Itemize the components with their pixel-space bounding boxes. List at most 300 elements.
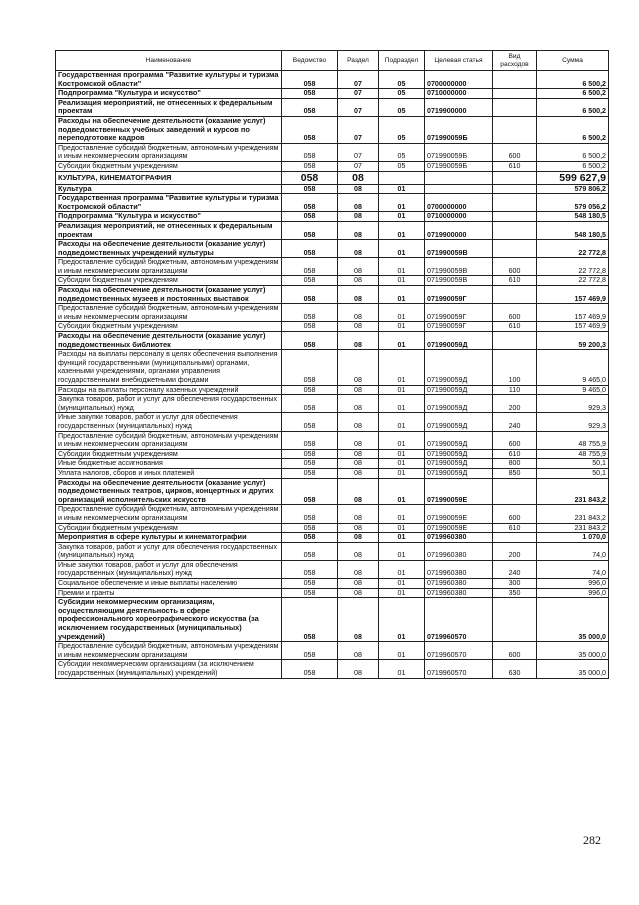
cell-statya: 071990059Д (425, 449, 493, 459)
cell-razdel: 08 (338, 286, 379, 304)
cell-summa: 6 500,2 (537, 71, 609, 89)
cell-statya: 0719960380 (425, 579, 493, 589)
cell-name: Субсидии некоммерческим организациям, осуществляющим деятельность в сфере профессионального хореографического искусства (за исключением государственных (муниципальных) учреждений) (56, 598, 282, 642)
cell-vedomstvo: 058 (282, 478, 338, 505)
cell-summa: 9 465,0 (537, 350, 609, 385)
cell-vid: 600 (493, 143, 537, 161)
table-header-row (56, 51, 609, 71)
table-row (56, 161, 609, 171)
cell-vedomstvo: 058 (282, 98, 338, 116)
cell-name: Мероприятия в сфере культуры и кинематографии (56, 533, 282, 543)
cell-vid: 300 (493, 579, 537, 589)
cell-razdel: 07 (338, 116, 379, 143)
cell-razdel: 08 (338, 468, 379, 478)
cell-vedomstvo: 058 (282, 304, 338, 322)
cell-vedomstvo: 058 (282, 598, 338, 642)
table-row (56, 322, 609, 332)
cell-summa: 996,0 (537, 588, 609, 598)
cell-vedomstvo: 058 (282, 184, 338, 194)
cell-vedomstvo: 058 (282, 533, 338, 543)
cell-vid: 610 (493, 322, 537, 332)
table-row (56, 221, 609, 239)
cell-razdel: 08 (338, 560, 379, 578)
cell-vedomstvo: 058 (282, 286, 338, 304)
cell-podrazdel: 01 (379, 478, 425, 505)
table-row (56, 332, 609, 350)
cell-razdel: 08 (338, 459, 379, 469)
header-razdel: Раздел (338, 51, 379, 71)
table-row (56, 143, 609, 161)
cell-name: Предоставление субсидий бюджетным, автономным учреждениям и иным некоммерческим организациям (56, 258, 282, 276)
cell-podrazdel: 01 (379, 413, 425, 431)
table-row (56, 560, 609, 578)
cell-statya: 0710000000 (425, 212, 493, 222)
cell-vedomstvo: 058 (282, 431, 338, 449)
cell-razdel: 08 (338, 350, 379, 385)
cell-summa: 231 843,2 (537, 505, 609, 523)
cell-summa: 6 500,2 (537, 98, 609, 116)
cell-statya: 071990059Д (425, 332, 493, 350)
cell-podrazdel: 01 (379, 385, 425, 395)
cell-vid: 600 (493, 431, 537, 449)
cell-vedomstvo: 058 (282, 542, 338, 560)
cell-vid (493, 116, 537, 143)
cell-summa: 579 806,2 (537, 184, 609, 194)
cell-vedomstvo: 058 (282, 171, 338, 184)
cell-statya: 071990059Д (425, 413, 493, 431)
table-row (56, 304, 609, 322)
cell-razdel: 08 (338, 184, 379, 194)
cell-razdel: 08 (338, 171, 379, 184)
cell-podrazdel: 01 (379, 332, 425, 350)
cell-statya: 071990059Д (425, 431, 493, 449)
cell-vid: 600 (493, 258, 537, 276)
cell-name: Расходы на обеспечение деятельности (оказание услуг) подведомственных театров, цирков, концертных и других организаций исполнительских искусств (56, 478, 282, 505)
cell-vid (493, 240, 537, 258)
cell-name: Государственная программа "Развитие культуры и туризма Костромской области" (56, 194, 282, 212)
cell-summa: 50,1 (537, 468, 609, 478)
cell-razdel: 08 (338, 431, 379, 449)
cell-podrazdel: 01 (379, 212, 425, 222)
table-row (56, 505, 609, 523)
cell-podrazdel: 01 (379, 194, 425, 212)
table-row (56, 89, 609, 99)
cell-razdel: 08 (338, 598, 379, 642)
cell-razdel: 07 (338, 98, 379, 116)
cell-vid (493, 194, 537, 212)
cell-razdel: 08 (338, 332, 379, 350)
cell-podrazdel: 01 (379, 184, 425, 194)
cell-statya: 071990059Д (425, 385, 493, 395)
cell-vedomstvo: 058 (282, 221, 338, 239)
cell-statya: 0719960380 (425, 588, 493, 598)
cell-podrazdel: 01 (379, 286, 425, 304)
table-row (56, 598, 609, 642)
table-row (56, 286, 609, 304)
cell-summa: 231 843,2 (537, 523, 609, 533)
cell-name: Закупка товаров, работ и услуг для обеспечения государственных (муниципальных) нужд (56, 395, 282, 413)
cell-podrazdel: 01 (379, 533, 425, 543)
cell-statya: 0719960380 (425, 560, 493, 578)
cell-summa: 74,0 (537, 560, 609, 578)
table-row (56, 71, 609, 89)
cell-razdel: 08 (338, 240, 379, 258)
cell-podrazdel: 01 (379, 588, 425, 598)
cell-name: Культура (56, 184, 282, 194)
table-row (56, 258, 609, 276)
header-summa: Сумма (537, 51, 609, 71)
cell-vedomstvo: 058 (282, 161, 338, 171)
cell-podrazdel: 01 (379, 258, 425, 276)
cell-podrazdel: 05 (379, 143, 425, 161)
table-row (56, 98, 609, 116)
table-row (56, 588, 609, 598)
cell-vedomstvo: 058 (282, 89, 338, 99)
cell-statya: 071990059Д (425, 459, 493, 469)
cell-statya: 0719960570 (425, 642, 493, 660)
cell-summa: 35 000,0 (537, 642, 609, 660)
table-row (56, 542, 609, 560)
cell-vedomstvo: 058 (282, 459, 338, 469)
cell-vid (493, 533, 537, 543)
cell-name: Субсидии бюджетным учреждениям (56, 523, 282, 533)
cell-statya: 071990059Е (425, 478, 493, 505)
cell-summa: 35 000,0 (537, 660, 609, 678)
cell-vid: 350 (493, 588, 537, 598)
cell-statya (425, 171, 493, 184)
cell-vid (493, 71, 537, 89)
cell-summa: 6 500,2 (537, 143, 609, 161)
header-vedomstvo: Ведомство (282, 51, 338, 71)
cell-vid (493, 221, 537, 239)
cell-vid: 610 (493, 276, 537, 286)
cell-podrazdel (379, 171, 425, 184)
cell-vid (493, 212, 537, 222)
cell-statya: 0719960380 (425, 533, 493, 543)
cell-statya: 0700000000 (425, 194, 493, 212)
cell-razdel: 08 (338, 322, 379, 332)
cell-name: Субсидии бюджетным учреждениям (56, 449, 282, 459)
header-statya: Целевая статья (425, 51, 493, 71)
cell-vedomstvo: 058 (282, 588, 338, 598)
cell-podrazdel: 01 (379, 395, 425, 413)
cell-name: Подпрограмма "Культура и искусство" (56, 212, 282, 222)
cell-summa: 231 843,2 (537, 478, 609, 505)
cell-razdel: 08 (338, 533, 379, 543)
cell-podrazdel: 01 (379, 276, 425, 286)
cell-summa: 1 070,0 (537, 533, 609, 543)
budget-table (55, 50, 609, 679)
cell-vedomstvo: 058 (282, 240, 338, 258)
cell-podrazdel: 01 (379, 468, 425, 478)
cell-vedomstvo: 058 (282, 258, 338, 276)
header-name: Наименование (56, 51, 282, 71)
cell-summa: 22 772,8 (537, 276, 609, 286)
cell-podrazdel: 05 (379, 89, 425, 99)
table-row (56, 276, 609, 286)
cell-statya: 0719960380 (425, 542, 493, 560)
cell-statya: 0719900000 (425, 221, 493, 239)
cell-vid: 110 (493, 385, 537, 395)
cell-podrazdel: 05 (379, 71, 425, 89)
budget-table-sheet (55, 50, 608, 679)
cell-summa: 9 465,0 (537, 385, 609, 395)
cell-podrazdel: 01 (379, 560, 425, 578)
cell-vid: 100 (493, 350, 537, 385)
cell-podrazdel: 01 (379, 459, 425, 469)
table-row (56, 184, 609, 194)
cell-razdel: 08 (338, 588, 379, 598)
table-row (56, 350, 609, 385)
cell-vedomstvo: 058 (282, 413, 338, 431)
cell-razdel: 08 (338, 579, 379, 589)
cell-vid: 630 (493, 660, 537, 678)
table-row (56, 116, 609, 143)
cell-razdel: 08 (338, 304, 379, 322)
table-row (56, 395, 609, 413)
cell-summa: 157 469,9 (537, 322, 609, 332)
cell-name: Реализация мероприятий, не отнесенных к федеральным проектам (56, 98, 282, 116)
table-row (56, 533, 609, 543)
cell-statya: 071990059Г (425, 322, 493, 332)
cell-statya (425, 184, 493, 194)
cell-name: Субсидии бюджетным учреждениям (56, 322, 282, 332)
cell-razdel: 08 (338, 413, 379, 431)
cell-vid: 200 (493, 395, 537, 413)
cell-summa: 157 469,9 (537, 286, 609, 304)
cell-podrazdel: 01 (379, 240, 425, 258)
cell-razdel: 08 (338, 276, 379, 286)
cell-name: Субсидии бюджетным учреждениям (56, 276, 282, 286)
cell-statya: 071990059В (425, 240, 493, 258)
cell-statya: 0700000000 (425, 71, 493, 89)
table-row (56, 660, 609, 678)
cell-vid: 600 (493, 505, 537, 523)
table-row (56, 449, 609, 459)
cell-summa: 59 200,3 (537, 332, 609, 350)
cell-vedomstvo: 058 (282, 71, 338, 89)
page-number: 282 (583, 833, 601, 847)
cell-name: Предоставление субсидий бюджетным, автономным учреждениям и иным некоммерческим организациям (56, 505, 282, 523)
table-row (56, 194, 609, 212)
table-row (56, 171, 609, 184)
cell-podrazdel: 01 (379, 304, 425, 322)
cell-name: Расходы на обеспечение деятельности (оказание услуг) подведомственных учебных заведений и курсов по переподготовке кадров (56, 116, 282, 143)
cell-summa: 35 000,0 (537, 598, 609, 642)
cell-summa: 548 180,5 (537, 221, 609, 239)
cell-summa: 929,3 (537, 395, 609, 413)
cell-name: Премии и гранты (56, 588, 282, 598)
cell-vedomstvo: 058 (282, 350, 338, 385)
cell-vid (493, 98, 537, 116)
cell-name: Предоставление субсидий бюджетным, автономным учреждениям и иным некоммерческим организациям (56, 431, 282, 449)
cell-vid: 240 (493, 560, 537, 578)
cell-vedomstvo: 058 (282, 322, 338, 332)
cell-statya: 071990059Д (425, 395, 493, 413)
cell-summa: 157 469,9 (537, 304, 609, 322)
cell-vedomstvo: 058 (282, 579, 338, 589)
cell-statya: 071990059Д (425, 350, 493, 385)
cell-statya: 0719900000 (425, 98, 493, 116)
cell-vid (493, 478, 537, 505)
table-row (56, 579, 609, 589)
cell-name: Подпрограмма "Культура и искусство" (56, 89, 282, 99)
table-body (56, 71, 609, 679)
cell-vid: 850 (493, 468, 537, 478)
cell-vid: 600 (493, 642, 537, 660)
cell-podrazdel: 05 (379, 161, 425, 171)
cell-razdel: 08 (338, 258, 379, 276)
cell-summa: 548 180,5 (537, 212, 609, 222)
header-vid: Вид расходов (493, 51, 537, 71)
cell-statya: 071990059В (425, 276, 493, 286)
cell-razdel: 08 (338, 449, 379, 459)
cell-name: Предоставление субсидий бюджетным, автономным учреждениям и иным некоммерческим организациям (56, 642, 282, 660)
cell-razdel: 07 (338, 71, 379, 89)
cell-vid (493, 332, 537, 350)
cell-vedomstvo: 058 (282, 194, 338, 212)
cell-podrazdel: 01 (379, 523, 425, 533)
cell-name: Субсидии некоммерческим организациям (за исключением государственных (муниципальных) учреждений) (56, 660, 282, 678)
cell-vedomstvo: 058 (282, 385, 338, 395)
cell-razdel: 08 (338, 523, 379, 533)
cell-vid (493, 286, 537, 304)
cell-vid: 610 (493, 161, 537, 171)
cell-statya: 0710000000 (425, 89, 493, 99)
cell-name: Предоставление субсидий бюджетным, автономным учреждениям и иным некоммерческим организациям (56, 143, 282, 161)
cell-statya: 071990059Е (425, 505, 493, 523)
cell-name: Государственная программа "Развитие культуры и туризма Костромской области" (56, 71, 282, 89)
cell-podrazdel: 01 (379, 642, 425, 660)
table-row (56, 413, 609, 431)
cell-podrazdel: 05 (379, 116, 425, 143)
cell-razdel: 08 (338, 395, 379, 413)
cell-name: Расходы на выплаты персоналу казенных учреждений (56, 385, 282, 395)
cell-name: Уплата налогов, сборов и иных платежей (56, 468, 282, 478)
cell-podrazdel: 01 (379, 505, 425, 523)
cell-podrazdel: 01 (379, 350, 425, 385)
cell-podrazdel: 01 (379, 579, 425, 589)
cell-vedomstvo: 058 (282, 505, 338, 523)
cell-statya: 0719960570 (425, 660, 493, 678)
cell-vedomstvo: 058 (282, 395, 338, 413)
cell-razdel: 07 (338, 143, 379, 161)
cell-name: КУЛЬТУРА, КИНЕМАТОГРАФИЯ (56, 171, 282, 184)
table-row (56, 468, 609, 478)
cell-statya: 071990059Б (425, 143, 493, 161)
cell-vedomstvo: 058 (282, 212, 338, 222)
cell-name: Реализация мероприятий, не отнесенных к федеральным проектам (56, 221, 282, 239)
cell-podrazdel: 01 (379, 431, 425, 449)
cell-vid (493, 171, 537, 184)
cell-vedomstvo: 058 (282, 116, 338, 143)
cell-summa: 74,0 (537, 542, 609, 560)
cell-name: Субсидии бюджетным учреждениям (56, 161, 282, 171)
table-row (56, 212, 609, 222)
cell-name: Расходы на обеспечение деятельности (оказание услуг) подведомственных библиотек (56, 332, 282, 350)
cell-summa: 599 627,9 (537, 171, 609, 184)
cell-razdel: 07 (338, 161, 379, 171)
cell-razdel: 08 (338, 505, 379, 523)
cell-vedomstvo: 058 (282, 332, 338, 350)
cell-name: Иные закупки товаров, работ и услуг для обеспечения государственных (муниципальных) нужд (56, 560, 282, 578)
cell-podrazdel: 01 (379, 449, 425, 459)
table-row (56, 642, 609, 660)
table-row (56, 523, 609, 533)
cell-statya: 0719960570 (425, 598, 493, 642)
cell-vid: 610 (493, 523, 537, 533)
cell-vedomstvo: 058 (282, 642, 338, 660)
cell-name: Закупка товаров, работ и услуг для обеспечения государственных (муниципальных) нужд (56, 542, 282, 560)
cell-razdel: 08 (338, 212, 379, 222)
cell-summa: 22 772,8 (537, 240, 609, 258)
cell-summa: 929,3 (537, 413, 609, 431)
cell-vedomstvo: 058 (282, 560, 338, 578)
table-row (56, 240, 609, 258)
cell-vid: 610 (493, 449, 537, 459)
cell-vedomstvo: 058 (282, 143, 338, 161)
cell-summa: 48 755,9 (537, 431, 609, 449)
cell-name: Расходы на обеспечение деятельности (оказание услуг) подведомственных музеев и постоянных выставок (56, 286, 282, 304)
cell-summa: 579 056,2 (537, 194, 609, 212)
cell-summa: 50,1 (537, 459, 609, 469)
cell-summa: 6 500,2 (537, 161, 609, 171)
cell-vedomstvo: 058 (282, 449, 338, 459)
cell-razdel: 08 (338, 642, 379, 660)
cell-vid: 240 (493, 413, 537, 431)
cell-vedomstvo: 058 (282, 468, 338, 478)
cell-vedomstvo: 058 (282, 276, 338, 286)
cell-summa: 996,0 (537, 579, 609, 589)
cell-podrazdel: 01 (379, 542, 425, 560)
cell-podrazdel: 01 (379, 221, 425, 239)
cell-podrazdel: 01 (379, 660, 425, 678)
header-podrazdel: Подраздел (379, 51, 425, 71)
cell-razdel: 08 (338, 385, 379, 395)
cell-name: Расходы на обеспечение деятельности (оказание услуг) подведомственных учреждений культуры (56, 240, 282, 258)
cell-summa: 6 500,2 (537, 116, 609, 143)
cell-razdel: 08 (338, 660, 379, 678)
cell-vid (493, 89, 537, 99)
cell-vedomstvo: 058 (282, 523, 338, 533)
cell-vid (493, 184, 537, 194)
cell-razdel: 08 (338, 542, 379, 560)
cell-statya: 071990059Г (425, 286, 493, 304)
cell-statya: 071990059Е (425, 523, 493, 533)
cell-name: Социальное обеспечение и иные выплаты населению (56, 579, 282, 589)
cell-statya: 071990059Б (425, 161, 493, 171)
cell-name: Иные закупки товаров, работ и услуг для обеспечения государственных (муниципальных) нужд (56, 413, 282, 431)
cell-statya: 071990059В (425, 258, 493, 276)
cell-statya: 071990059Г (425, 304, 493, 322)
cell-razdel: 08 (338, 221, 379, 239)
cell-podrazdel: 01 (379, 322, 425, 332)
table-row (56, 385, 609, 395)
cell-vedomstvo: 058 (282, 660, 338, 678)
cell-razdel: 07 (338, 89, 379, 99)
cell-name: Расходы на выплаты персоналу в целях обеспечения выполнения функций государственными (муниципальными) органами, казенными учреждениями, органами управления государственными внебюджетными фондами (56, 350, 282, 385)
cell-vid: 200 (493, 542, 537, 560)
cell-statya: 071990059Д (425, 468, 493, 478)
cell-name: Иные бюджетные ассигнования (56, 459, 282, 469)
cell-razdel: 08 (338, 194, 379, 212)
cell-vid: 800 (493, 459, 537, 469)
cell-statya: 071990059Б (425, 116, 493, 143)
cell-summa: 48 755,9 (537, 449, 609, 459)
cell-razdel: 08 (338, 478, 379, 505)
cell-summa: 6 500,2 (537, 89, 609, 99)
cell-vid: 600 (493, 304, 537, 322)
